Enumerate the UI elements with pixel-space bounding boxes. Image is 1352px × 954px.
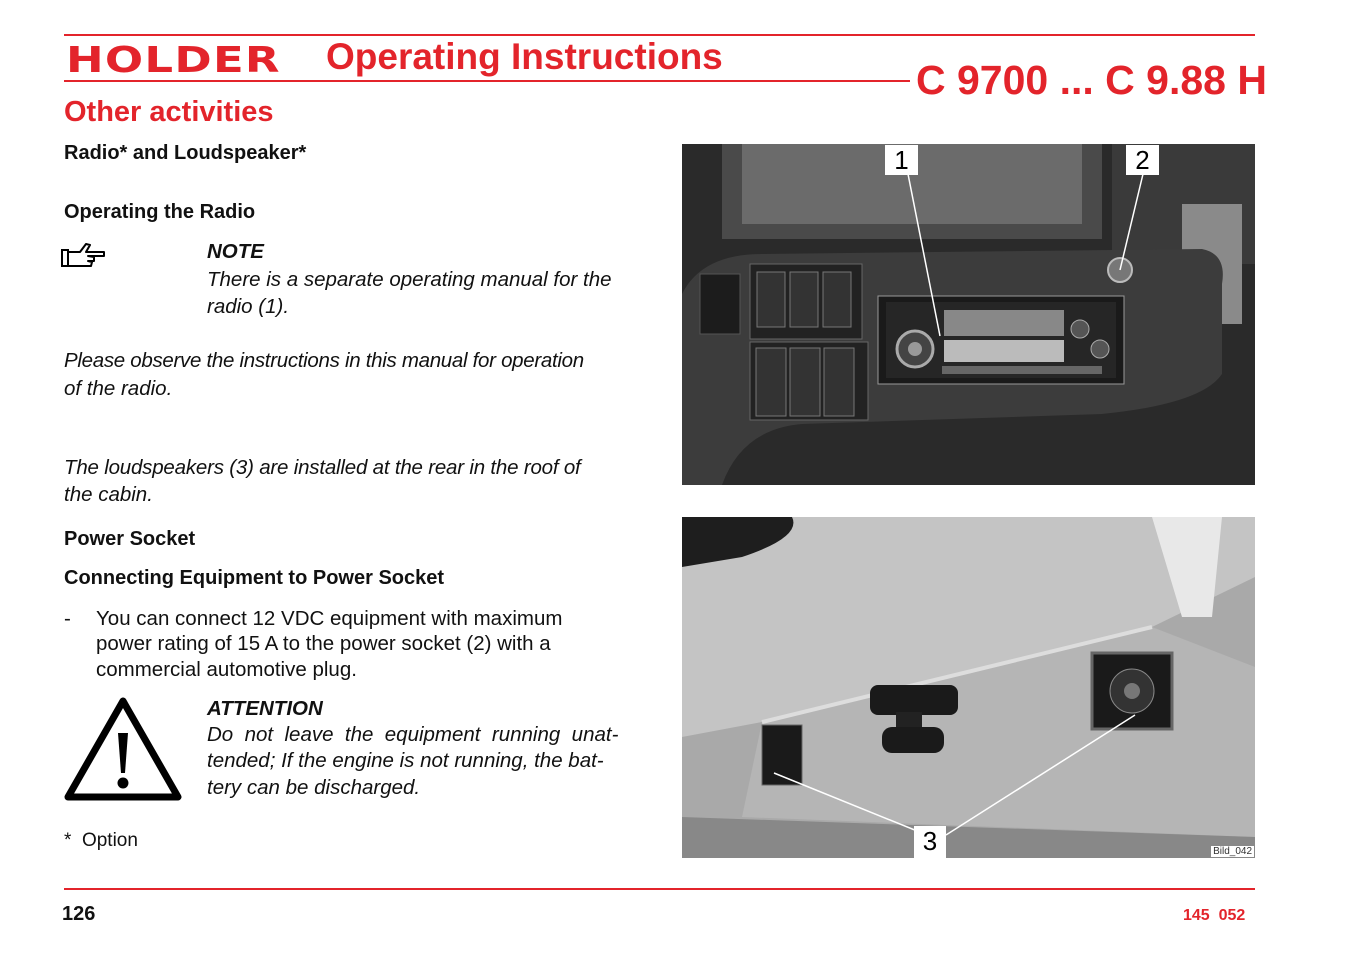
observe-line1: Please observe the instructions in this manual for operation [64, 349, 584, 372]
note-label: NOTE [207, 240, 264, 263]
bullet-line3: commercial automotive plug. [96, 658, 357, 681]
figure-caption: Bild_042 [1213, 846, 1252, 857]
pointing-hand-icon [60, 240, 106, 270]
attention-line1: Do not leave the equipment running unat- [207, 723, 619, 746]
radio-dashboard-illustration [682, 144, 1255, 485]
speakers-line1: The loudspeakers (3) are installed at the rear in the roof of [64, 456, 581, 479]
option-footnote: * Option [64, 830, 138, 851]
heading-power-socket: Power Socket [64, 528, 196, 550]
bullet-line2: power rating of 15 A to the power socket (2) with a [96, 632, 551, 655]
heading-operating-radio: Operating the Radio [64, 201, 256, 223]
radio-dashboard-photo [682, 144, 1255, 485]
bullet-line1: You can connect 12 VDC equipment with maximum [96, 607, 563, 630]
cabin-roof-illustration [682, 517, 1255, 858]
note-text-line1: There is a separate operating manual for the [207, 268, 612, 291]
note-text-line2: radio (1). [207, 295, 290, 318]
model-title: C 9700 ... C 9.88 H [916, 57, 1267, 103]
attention-line2: tended; If the engine is not running, the bat- [207, 749, 604, 772]
callout-1: 1 [885, 145, 918, 175]
observe-line2: of the radio. [64, 377, 173, 400]
attention-label: ATTENTION [207, 697, 323, 720]
attention-line3: tery can be discharged. [207, 776, 421, 799]
cabin-roof-photo [682, 517, 1255, 858]
bullet-marker: - [64, 607, 71, 630]
heading-connecting: Connecting Equipment to Power Socket [64, 567, 445, 589]
warning-triangle-icon [64, 697, 182, 801]
brand-logo: HOLDER [66, 40, 281, 81]
callout-2: 2 [1126, 145, 1159, 175]
footer-rule [64, 888, 1255, 890]
page-number: 126 [62, 903, 96, 925]
section-title: Other activities [64, 96, 274, 128]
doc-number: 145 052 [1183, 907, 1246, 924]
heading-radio-speaker: Radio* and Loudspeaker* [64, 142, 307, 164]
callout-3: 3 [914, 826, 946, 858]
doc-title: Operating Instructions [326, 36, 723, 77]
speakers-line2: the cabin. [64, 483, 153, 506]
